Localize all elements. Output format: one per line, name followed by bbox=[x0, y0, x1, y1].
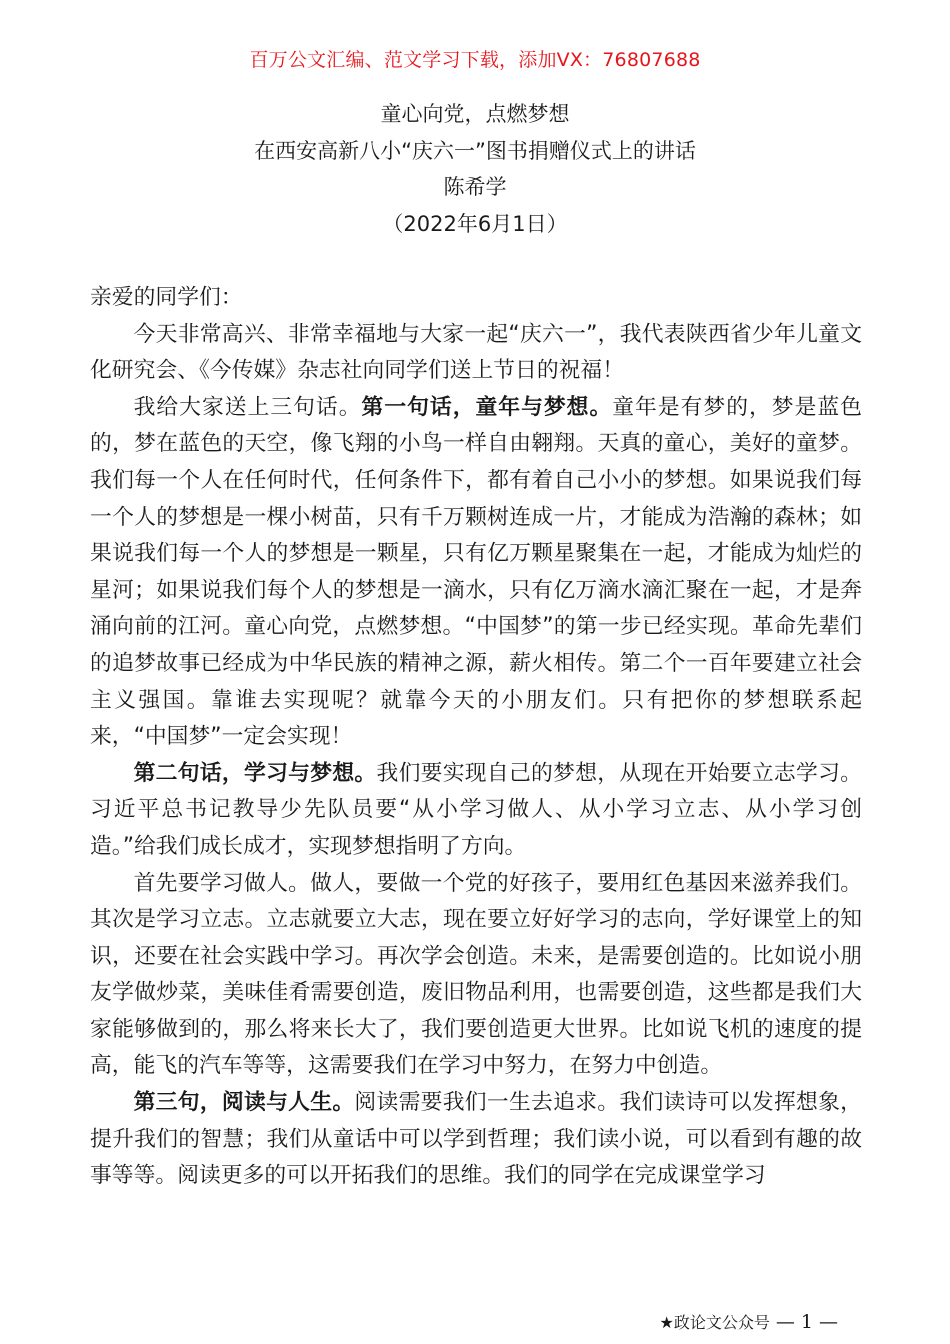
paragraph-4: 首先要学习做人。做人，要做一个党的好孩子，要用红色基因来滋养我们。其次是学习立志。立志就要立大志，现在要立好好学习的志向，学好课堂上的知识，还要在社会实践中学习。再次学会创造。未来，是需要创造的。比如说小朋友学做炒菜，美味佳肴需要创造，废旧物品利用，也需要创造，这些都是我们大家能够做到的，那么将来长大了，我们要创造更大世界。比如说飞机的速度的提高，能飞的汽车等等，这需要我们在学习中努力，在努力中创造。 bbox=[90, 870, 862, 1079]
paragraph-2 bbox=[90, 390, 862, 756]
paragraph-1: 今天非常高兴、非常幸福地与大家一起“庆六一”，我代表陕西省少年儿童文化研究会、《今传媒》杂志社向同学们送上节日的祝福！ bbox=[90, 321, 862, 384]
paragraph-5 bbox=[90, 1085, 862, 1195]
speech-subtitle: 在西安高新八小“庆六一”图书捐赠仪式上的讲话 bbox=[254, 138, 696, 163]
page-footer bbox=[659, 1310, 838, 1335]
salutation: 亲爱的同学们： bbox=[90, 285, 243, 310]
title-block bbox=[0, 96, 950, 242]
speech-author: 陈希学 bbox=[443, 175, 507, 199]
page-number: — 1 — bbox=[775, 1311, 838, 1333]
paragraph-5-text: 阅读需要我们一生去追求。我们读诗可以发挥想象，提升我们的智慧；我们从童话中可以学到哲理；我们读小说，可以看到有趣的故事等等。阅读更多的可以开拓我们的思维。我们的同学在完成课堂学习 bbox=[90, 1090, 862, 1189]
paragraph-3-heading: 第二句话，学习与梦想。 bbox=[133, 760, 377, 786]
paragraph-2-lead: 我给大家送上三句话。 bbox=[133, 394, 362, 420]
paragraph-5-heading: 第三句，阅读与人生。 bbox=[133, 1090, 355, 1116]
paragraph-2-heading: 第一句话，童年与梦想。 bbox=[361, 394, 613, 420]
speech-title: 童心向党，点燃梦想 bbox=[380, 102, 570, 126]
paragraph-3 bbox=[90, 756, 862, 866]
speech-date: （2022年6月1日） bbox=[382, 211, 568, 236]
footer-source: ★政论文公众号 bbox=[659, 1313, 770, 1332]
paragraph-3-text: 我们要实现自己的梦想，从现在开始要立志学习。习近平总书记教导少先队员要“从小学习做人、从小学习立志、从小学习创造。”给我们成长成才，实现梦想指明了方向。 bbox=[90, 760, 862, 859]
paragraph-2-text: 童年是有梦的，梦是蓝色的，梦在蓝色的天空，像飞翔的小鸟一样自由翱翔。天真的童心，美好的童梦。我们每一个人在任何时代，任何条件下，都有着自己小小的梦想。如果说我们每一个人的梦想是一棵小树苗，只有千万颗树连成一片，才能成为浩瀚的森林；如果说我们每一个人的梦想是一颗星，只有亿万颗星聚集在一起，才能成为灿烂的星河；如果说我们每个人的梦想是一滴水，只有亿万滴水滴汇聚在一起，才是奔涌向前的江河。童心向党，点燃梦想。“中国梦”的第一步已经实现。革命先辈们的追梦故事已经成为中华民族的精神之源，薪火相传。第二个一百年要建立社会主义强国。靠谁去实现呢？就靠今天的小朋友们。只有把你的梦想联系起来，“中国梦”一定会实现！ bbox=[90, 394, 862, 750]
speech-body bbox=[90, 280, 862, 1195]
header-banner: 百万公文汇编、范文学习下载，添加VX：76807688 bbox=[249, 49, 701, 71]
